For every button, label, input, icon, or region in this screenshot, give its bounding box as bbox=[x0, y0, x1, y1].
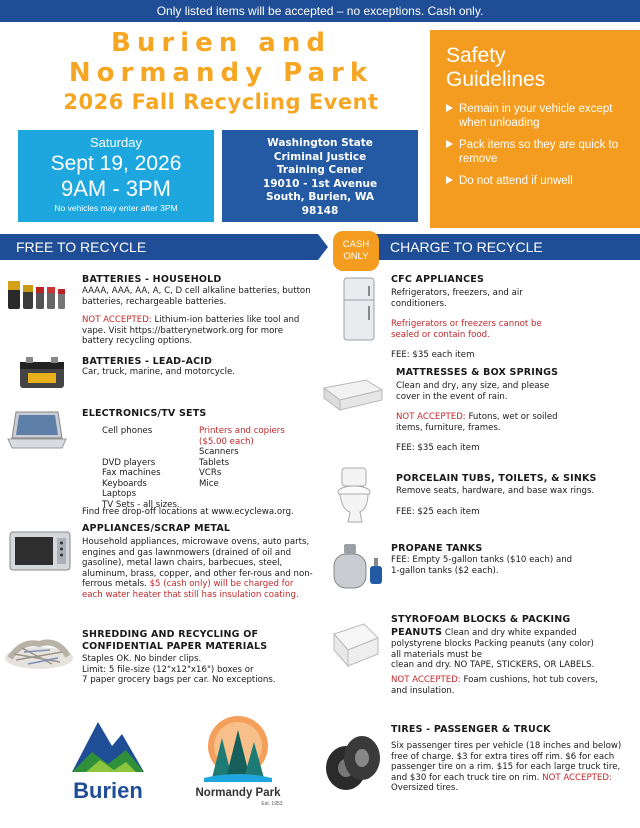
not-accepted-text: Futons, wet or soiled items, furniture, frames. bbox=[396, 412, 558, 433]
styrofoam-not-accepted bbox=[391, 675, 601, 696]
safety-item-text: Remain in your vehicle except when unloading bbox=[459, 103, 613, 129]
electronics-list-col2 bbox=[199, 426, 317, 489]
top-banner: Only listed items will be accepted – no exceptions. Cash only. bbox=[0, 0, 640, 22]
electronics-item: VCRs bbox=[199, 468, 222, 478]
laptop-icon bbox=[6, 408, 68, 452]
charge-to-recycle-header: CHARGE TO RECYCLE bbox=[372, 234, 640, 260]
shredding-line: 7 paper grocery bags per car. No exceptions. bbox=[82, 675, 276, 685]
electronics-list-col1 bbox=[102, 426, 198, 510]
styrofoam-title-line-1: STYROFOAM BLOCKS & PACKING bbox=[391, 614, 571, 625]
free-to-recycle-header: FREE TO RECYCLE bbox=[0, 234, 318, 260]
shredding-title-line: SHREDDING AND RECYCLING OF bbox=[82, 629, 259, 640]
shredding-title bbox=[82, 629, 267, 653]
location-line: 19010 - 1st Avenue bbox=[262, 177, 378, 190]
electronics-item: Keyboards bbox=[102, 478, 147, 489]
styrofoam-title-line-2: PEANUTS bbox=[391, 627, 443, 638]
entry-note: No vehicles may enter after 3PM bbox=[54, 203, 178, 213]
burien-logo-text: Burien bbox=[73, 778, 143, 803]
mattresses-not-accepted bbox=[396, 412, 584, 433]
shredding-line: Staples OK. No binder clips. bbox=[82, 654, 202, 664]
event-title bbox=[18, 28, 424, 116]
shredded-paper-icon bbox=[2, 630, 76, 672]
shredding-text bbox=[82, 654, 318, 686]
title-line-1: Burien and bbox=[111, 28, 331, 58]
safety-item-text: Do not attend if unwell bbox=[459, 175, 573, 187]
toilet-icon bbox=[334, 466, 374, 524]
cfc-warning: Refrigerators or freezers cannot be sealed or contain food. bbox=[391, 319, 542, 340]
printers-copiers-item: Printers and copiers bbox=[199, 426, 285, 436]
appliances-title: APPLIANCES/SCRAP METAL bbox=[82, 523, 231, 534]
electronics-item: Laptops bbox=[102, 489, 137, 499]
triangle-bullet-icon bbox=[446, 104, 453, 112]
cfc-text: Refrigerators, freezers, and air conditioners. bbox=[391, 288, 523, 309]
propane-text: FEE: Empty 5-gallon tanks ($10 each) and 1-gallon tanks ($2 each). bbox=[391, 555, 573, 576]
safety-list bbox=[446, 102, 630, 188]
electronics-item: DVD players bbox=[102, 457, 156, 468]
not-accepted-label: NOT ACCEPTED: bbox=[391, 675, 461, 685]
car-battery-icon bbox=[18, 354, 66, 390]
header-arrow-icon bbox=[318, 234, 328, 260]
shredding-title-line: CONFIDENTIAL PAPER MATERIALS bbox=[82, 641, 268, 652]
electronics-item: Scanners bbox=[199, 447, 239, 457]
electronics-footer: Find free drop-off locations at www.ecyclewa.org. bbox=[82, 507, 294, 517]
appliances-body: Household appliances, microwave ovens, auto parts, engines and gas lawnmowers (drained of oil and gasoline), metal lawn chairs, barbecues, steel, aluminum, brass, copper, and other fer-rous and non-ferrous metals. bbox=[82, 537, 313, 589]
cfc-fee: FEE: $35 each item bbox=[391, 350, 475, 360]
location-line: Criminal Justice bbox=[273, 150, 367, 163]
styrofoam-line: polystyrene blocks Packing peanuts (any color) bbox=[391, 639, 594, 649]
propane-tank-icon bbox=[330, 540, 386, 592]
tires-text bbox=[391, 741, 631, 794]
event-date: Sept 19, 2026 bbox=[50, 152, 182, 175]
styrofoam-line: all materials must be bbox=[391, 649, 482, 660]
cash-only-badge bbox=[333, 231, 379, 271]
styrofoam-icon bbox=[330, 620, 382, 670]
safety-item bbox=[446, 138, 630, 166]
normandy-park-logo bbox=[186, 712, 290, 808]
water-heater-fee: $5 (cash only) will be charged for each water heater that still has insulation coating. bbox=[82, 579, 299, 600]
cfc-title: CFC APPLIANCES bbox=[391, 274, 485, 285]
title-line-3: 2026 Fall Recycling Event bbox=[63, 90, 379, 114]
mattresses-title: MATTRESSES & BOX SPRINGS bbox=[396, 367, 559, 378]
location-line: 98148 bbox=[301, 204, 339, 217]
location-line: Training Cener bbox=[276, 164, 364, 176]
not-accepted-text: Foam cushions, hot tub covers, and insulation. bbox=[391, 675, 598, 696]
batteries-household-title: BATTERIES - HOUSEHOLD bbox=[82, 274, 222, 285]
tires-icon bbox=[322, 728, 384, 794]
safety-title-line-1: Safety bbox=[446, 44, 506, 67]
not-accepted-label: NOT ACCEPTED: bbox=[396, 412, 466, 422]
cash-badge-line: ONLY bbox=[343, 251, 369, 262]
porcelain-fee: FEE: $25 each item bbox=[396, 507, 480, 517]
not-accepted-text: Oversized tires. bbox=[391, 783, 459, 793]
mattress-icon bbox=[318, 376, 386, 414]
styrofoam-inline-text: Clean and dry white expanded bbox=[442, 628, 577, 638]
electronics-title: ELECTRONICS/TV SETS bbox=[82, 408, 207, 419]
location-line: Washington State bbox=[267, 137, 373, 149]
normandy-est-text: Est. 1953 bbox=[261, 801, 283, 807]
title-line-2: Normandy Park bbox=[68, 58, 374, 88]
printers-copiers-fee: ($5.00 each) bbox=[199, 436, 254, 447]
mattresses-fee: FEE: $35 each item bbox=[396, 443, 480, 453]
event-day: Saturday bbox=[89, 135, 143, 150]
porcelain-title: PORCELAIN TUBS, TOILETS, & SINKS bbox=[396, 473, 597, 484]
styrofoam-line bbox=[391, 627, 631, 639]
safety-title-line-2: Guidelines bbox=[446, 68, 546, 91]
electronics-item: TV Sets - all sizes. bbox=[102, 499, 180, 510]
shredding-line: Limit: 5 file-size (12"x12"x16") boxes or bbox=[82, 664, 254, 675]
porcelain-text: Remove seats, hardware, and base wax rings. bbox=[396, 486, 595, 496]
not-accepted-text: Lithium-ion batteries like tool and vape. Visit https://batterynetwork.org for more battery recycling options. bbox=[82, 315, 300, 346]
safety-title bbox=[446, 44, 630, 92]
refrigerator-icon bbox=[338, 276, 380, 342]
burien-logo bbox=[64, 712, 156, 804]
electronics-item: Mice bbox=[199, 478, 219, 489]
triangle-bullet-icon bbox=[446, 140, 453, 148]
location-line: South, Burien, WA bbox=[265, 191, 375, 203]
styrofoam-line: clean and dry. NO TAPE, STICKERS, OR LABELS. bbox=[391, 660, 595, 670]
safety-item-text: Pack items so they are quick to remove bbox=[459, 139, 619, 165]
electronics-item: Tablets bbox=[199, 457, 230, 468]
tires-body: Six passenger tires per vehicle (18 inches and below) free of charge. $3 for extra tires off rim. $6 for each passenger tire on a rim. $15 for each large truck tire, and $30 for each truck tire on rim. bbox=[391, 741, 622, 783]
propane-title: PROPANE TANKS bbox=[391, 543, 483, 554]
batteries-household-text: AAAA, AAA, AA, A, C, D cell alkaline batteries, button batteries, rechargeable batteries. bbox=[82, 286, 311, 307]
cash-badge-line: CASH bbox=[342, 239, 370, 250]
appliances-text bbox=[82, 537, 316, 600]
not-accepted-label: NOT ACCEPTED: bbox=[82, 315, 152, 325]
batteries-household-not-accepted bbox=[82, 315, 314, 347]
electronics-item: Fax machines bbox=[102, 468, 161, 478]
spacer bbox=[102, 437, 198, 448]
safety-item bbox=[446, 102, 630, 130]
event-time: 9AM - 3PM bbox=[60, 176, 172, 201]
electronics-item: Cell phones bbox=[102, 426, 153, 436]
spacer bbox=[102, 447, 198, 458]
not-accepted-label: NOT ACCEPTED: bbox=[542, 772, 612, 783]
microwave-icon bbox=[8, 528, 72, 574]
normandy-park-logo-text: Normandy Park bbox=[195, 787, 281, 799]
tires-title: TIRES - PASSENGER & TRUCK bbox=[391, 724, 551, 735]
mattresses-text: Clean and dry, any size, and please cover in the event of rain. bbox=[396, 381, 550, 402]
safety-item bbox=[446, 174, 630, 188]
styrofoam-text bbox=[391, 627, 631, 671]
batteries-icon bbox=[6, 277, 72, 311]
batteries-lead-acid-title: BATTERIES - LEAD-ACID bbox=[82, 356, 213, 367]
location-box bbox=[222, 130, 418, 222]
triangle-bullet-icon bbox=[446, 176, 453, 184]
batteries-lead-acid-text: Car, truck, marine, and motorcycle. bbox=[82, 367, 235, 377]
safety-guidelines-box bbox=[430, 30, 640, 228]
date-box bbox=[18, 130, 214, 222]
